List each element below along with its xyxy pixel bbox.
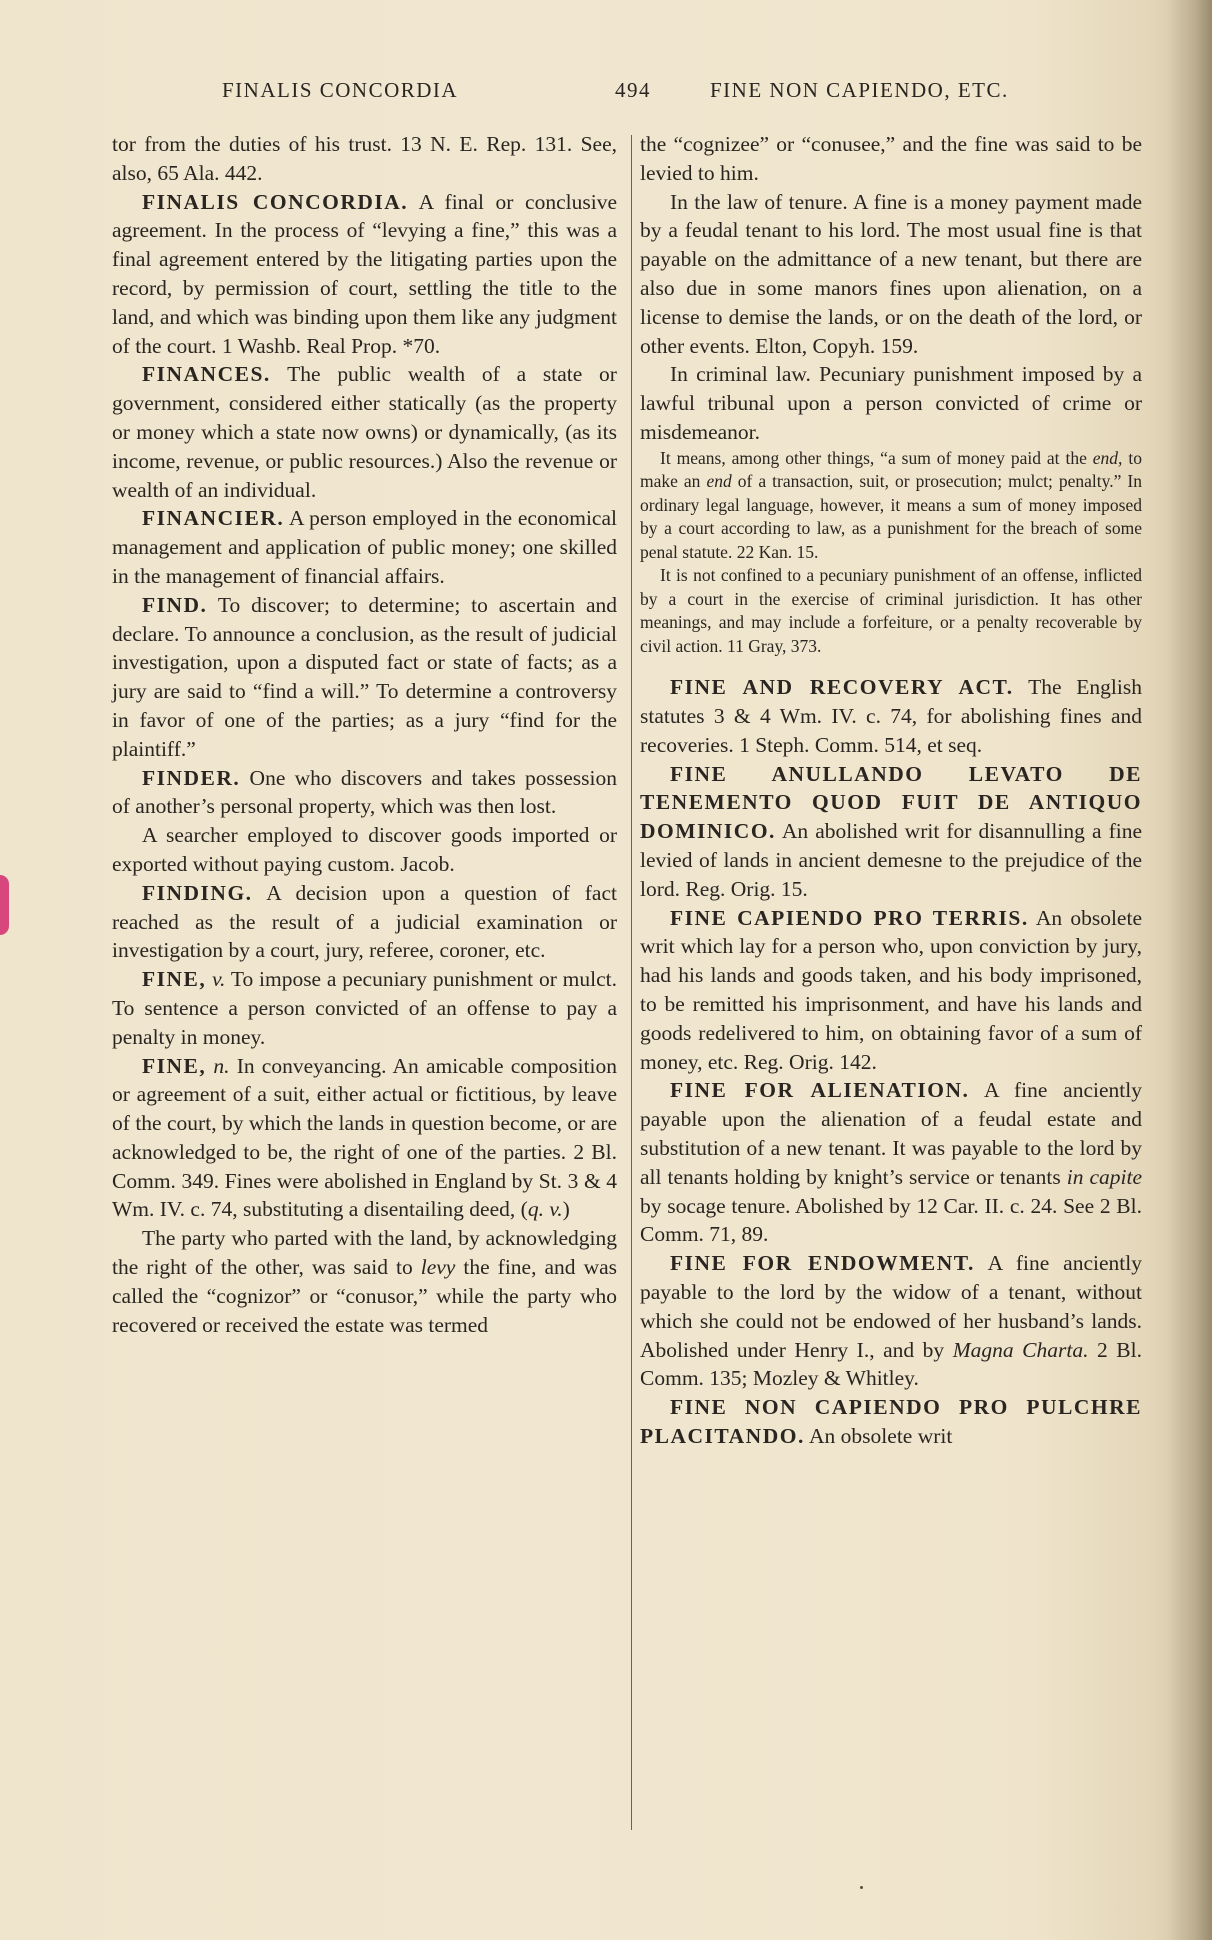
- header-right-guideword: FINE NON CAPIENDO, ETC.: [710, 78, 1009, 102]
- note-text: to make an: [640, 447, 1142, 492]
- entry-financier: [112, 504, 617, 590]
- definition-end: 2 Bl. Comm. 135; Mozley & Whitley.: [640, 1337, 1142, 1391]
- left-column: [112, 130, 617, 1339]
- running-header: [110, 78, 1090, 108]
- headword: FINANCIER.: [142, 506, 285, 531]
- definition: A person employed in the economical management and application of public money; one skilled in the management of financial affairs.: [112, 506, 617, 588]
- entry-fine-non-capiendo: [640, 1393, 1142, 1451]
- column-divider: [631, 135, 632, 1830]
- entry-finances: [112, 360, 617, 504]
- right-column: [640, 130, 1142, 1451]
- headword: FINANCES.: [142, 362, 271, 387]
- entry-fine-noun-para-2: [112, 1224, 617, 1339]
- sense-tenure: In the law of tenure. A fine is a money payment made by a feudal tenant to his lord. The most usual fine is that payable on the admittance of a new tenant, but there are also due in some manors fines upon alienation, on a license to demise the lands, or on the death of the lord, or other events. Elton, Copyh. 159.: [640, 189, 1142, 358]
- italic-term: in capite: [1066, 1164, 1142, 1189]
- definition: A final or conclusive agreement. In the process of “levying a fine,” this was a final agreement entered by the litigating parties upon the record, by permission of court, settling the title to the land, and which was binding upon them like any judgment of the court. 1 Washb. Real Prop. *70.: [112, 189, 617, 358]
- definition: In conveyancing. An amicable composition or agreement of a suit, either actual or fictitious, by leave of the court, by which the lands in question become, or are acknowledged to be, the right of one of the parties. 2 Bl. Comm. 349. Fines were abolished in England by St. 3 & 4 Wm. IV. c. 74, substituting a disentailing deed, (: [112, 1053, 618, 1222]
- note-paragraph-1: [640, 447, 1142, 565]
- definition-end: ): [562, 1197, 570, 1222]
- headword: FIND.: [142, 592, 208, 617]
- definition: To discover; to determine; to ascertain and declare. To announce a conclusion, as the result of judicial investigation, upon a disputed fact or state of facts; as a jury are said to “find a will.” To determine a controversy in favor of one of the parties; as a jury “find for the plaintiff.”: [112, 592, 617, 761]
- ink-speck: [860, 1886, 863, 1889]
- note-text: of a transaction, suit, or prosecution; mulct; penalty.” In ordinary legal language, however, it means a sum of money imposed by a court according to law, as a punishment for the breach of some penal statute. 22 Kan. 15.: [640, 471, 1142, 562]
- sense-criminal-law: In criminal law. Pecuniary punishment imposed by a lawful tribunal upon a person convicted of crime or misdemeanor.: [640, 362, 1142, 444]
- continuation-text: tor from the duties of his trust. 13 N. E. Rep. 131. See, also, 65 Ala. 442.: [112, 132, 617, 185]
- entry-fine-verb: [112, 965, 617, 1051]
- definition: The public wealth of a state or government, considered either statically (as the property or money which a state now owns) or dynamically, (as its income, revenue, or public resources.) Also the revenue or wealth of an individual.: [112, 362, 617, 502]
- headword: FINDING.: [142, 880, 253, 905]
- headword: FINDER.: [142, 765, 241, 790]
- definition: The English statutes 3 & 4 Wm. IV. c. 74, for abolishing fines and recoveries. 1 Steph. Comm. 514, et seq.: [640, 675, 1142, 757]
- definition: A fine anciently payable upon the alienation of a feudal estate and substitution of a new tenant. It was payable to the lord by all tenants holding by knight’s service or tenants: [640, 1078, 1142, 1189]
- paragraph-text: The party who parted with the land, by acknowledging the right of the other, was said to: [112, 1226, 617, 1280]
- headword: FINE NON CAPIENDO PRO PULCHRE PLACITANDO.: [640, 1395, 1142, 1448]
- paragraph-text-end: the fine, and was called the “cognizor” or “conusor,” while the party who recovered or received the estate was termed: [112, 1255, 618, 1337]
- entry-fine-anullando: [640, 760, 1142, 904]
- italic-term: end,: [1092, 447, 1123, 468]
- definition: One who discovers and takes possession of another’s personal property, which was then lost.: [112, 765, 617, 819]
- definition: An abolished writ for disannulling a fine levied of lands in ancient demesne to the prejudice of the lord. Reg. Orig. 15.: [640, 819, 1142, 901]
- headword: FINE CAPIENDO PRO TERRIS.: [670, 905, 1029, 930]
- cross-reference: q. v.: [527, 1197, 563, 1222]
- italic-term: Magna Charta.: [952, 1337, 1089, 1362]
- italic-term: end: [706, 471, 732, 492]
- page-gutter-shadow: [1168, 0, 1212, 1940]
- entry-fine-capiendo: [640, 904, 1142, 1077]
- definition: To impose a pecuniary punishment or mulct. To sentence a person convicted of an offense to pay a penalty in money.: [112, 967, 617, 1049]
- definition: A fine anciently payable to the lord by the widow of a tenant, without which she could not be endowed of her husband’s lands. Abolished under Henry I., and by: [640, 1251, 1142, 1362]
- definition: An obsolete writ which lay for a person who, upon conviction by jury, had his lands and goods taken, and his body imprisoned, to be remitted his imprisonment, and have his lands and goods redelivered to him, on obtaining favor of a sum of money, etc. Reg. Orig. 142.: [640, 905, 1142, 1074]
- entry-finalis-concordia: [112, 188, 617, 361]
- headword: FINE AND RECOVERY ACT.: [670, 675, 1014, 700]
- entry-finder-sense-2: A searcher employed to discover goods imported or exported without paying custom. Jacob.: [112, 823, 617, 876]
- entry-fine-noun: [112, 1052, 617, 1225]
- headword: FINE FOR ENDOWMENT.: [670, 1251, 975, 1276]
- header-left-guideword: FINALIS CONCORDIA: [222, 78, 459, 102]
- entry-fine-and-recovery-act: [640, 673, 1142, 759]
- note-paragraph-2: It is not confined to a pecuniary punishment of an offense, inflicted by a court in the exercise of criminal jurisdiction. It has other meanings, and may include a forfeiture, or a penalty recoverable by civil action. 11 Gray, 373.: [640, 565, 1142, 656]
- page-edge-mark: [0, 875, 9, 935]
- headword: FINE,: [142, 967, 207, 992]
- part-of-speech: n.: [213, 1053, 230, 1078]
- headword: FINE ANULLANDO LEVATO DE TENEMENTO QUOD FUIT DE ANTIQUO DOMINICO.: [640, 761, 1142, 844]
- entry-fine-for-alienation: [640, 1076, 1142, 1249]
- headword: FINE FOR ALIENATION.: [670, 1078, 970, 1103]
- part-of-speech: v.: [212, 967, 226, 992]
- continuation-text: the “cognizee” or “conusee,” and the fine was said to be levied to him.: [640, 132, 1142, 185]
- page-number: 494: [615, 78, 651, 102]
- entry-find: [112, 591, 617, 764]
- note-text: It means, among other things, “a sum of money paid at the: [660, 447, 1093, 468]
- italic-term: levy: [420, 1255, 456, 1280]
- definition: A decision upon a question of fact reached as the result of a judicial examination or investigation by a court, jury, referee, coroner, etc.: [112, 880, 617, 963]
- headword: FINE,: [142, 1053, 207, 1078]
- entry-finder: [112, 764, 617, 822]
- entry-fine-for-endowment: [640, 1249, 1142, 1393]
- definition-end: by socage tenure. Abolished by 12 Car. II. c. 24. See 2 Bl. Comm. 71, 89.: [640, 1193, 1142, 1247]
- definition: An obsolete writ: [809, 1423, 953, 1448]
- entry-finding: [112, 879, 617, 965]
- headword: FINALIS CONCORDIA.: [142, 189, 409, 214]
